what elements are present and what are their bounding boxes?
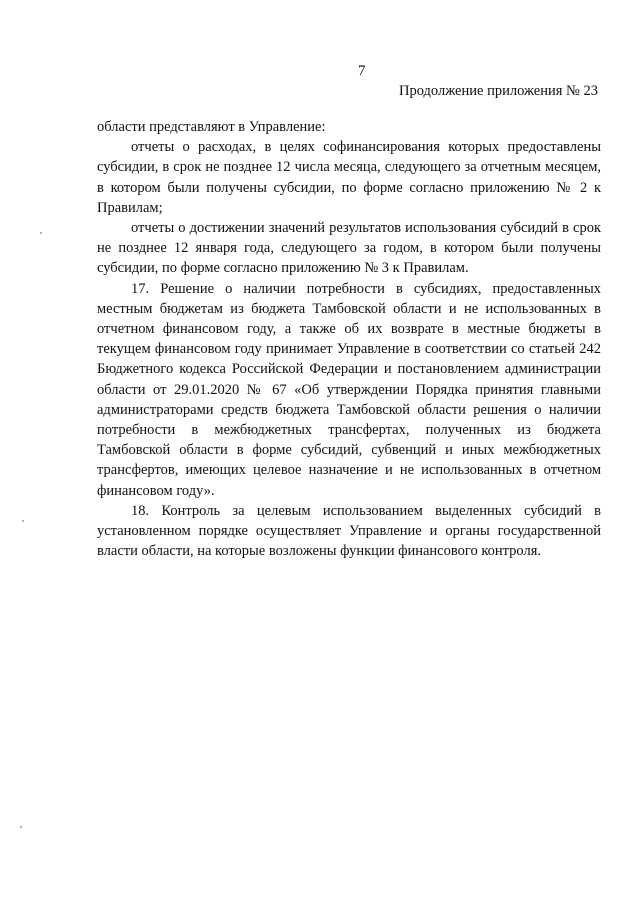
paragraph-item-17: 17. Решение о наличии потребности в субсидиях, предоставленных местным бюджетам из бюджета Тамбовской области и не использованных в отчетном финансовом году, а также об их возврате в местные бюджеты в текущем финансовом году принимает Управление в соответствии со статьей 242 Бюджетного кодекса Российской Федерации и постановлением администрации области от 29.01.2020 № 67 «Об утверждении Порядка принятия главными администраторами средств бюджета Тамбовской области решения о наличии потребности в межбюджетных трансфертах, полученных из бюджета Тамбовской области в форме субсидий, субвенций и иных межбюджетных трансфертов, имеющих целевое назначение и не использованных в отчетном финансовом году».: [97, 280, 601, 499]
scan-speck: [22, 520, 24, 522]
paragraph-expense-reports: отчеты о расходах, в целях софинансирования которых предоставлены субсидии, в срок не позднее 12 числа месяца, следующего за отчетным месяцем, в котором были получены субсидии, по форме согласно приложению № 2 к Правилам;: [97, 139, 601, 216]
appendix-continuation-note: Продолжение приложения № 23: [399, 83, 598, 99]
scan-speck: [20, 826, 22, 828]
paragraph-results-reports: отчеты о достижении значений результатов использования субсидий в срок не позднее 12 января года, следующего за годом, в котором были получены субсидии, по форме согласно приложению № 3 к Правилам.: [97, 220, 601, 277]
paragraph-item-18: 18. Контроль за целевым использованием выделенных субсидий в установленном порядке осуществляет Управление и органы государственной власти области, на которые возложены функции финансового контроля.: [97, 502, 601, 560]
paragraph-intro: области представляют в Управление:: [97, 119, 326, 135]
scan-speck: [40, 232, 42, 234]
document-body: [97, 117, 601, 561]
page-number: 7: [358, 63, 366, 79]
